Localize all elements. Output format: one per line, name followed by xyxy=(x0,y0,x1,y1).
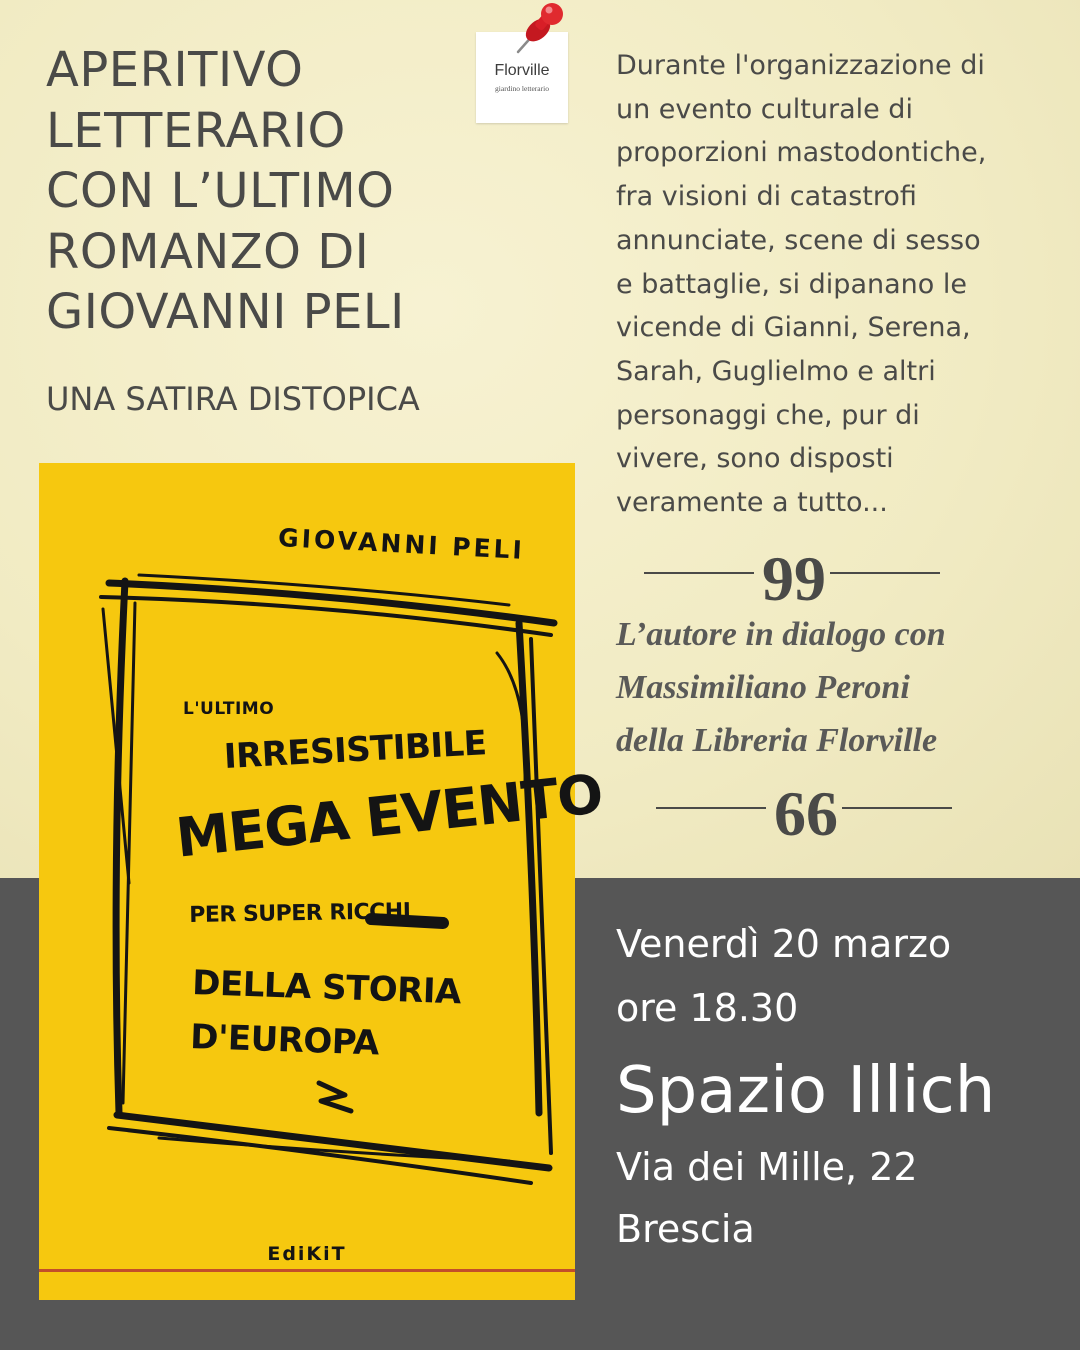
pushpin-icon xyxy=(508,0,570,62)
book-cover xyxy=(39,463,606,1300)
event-date: Venerdì 20 marzo xyxy=(616,922,952,966)
headline-line: ROMANZO DI xyxy=(46,223,370,280)
description-line: vicende di Gianni, Serena, xyxy=(616,312,971,344)
headline-line: GIOVANNI PELI xyxy=(46,284,405,340)
description-line: Durante l'organizzazione di xyxy=(616,50,985,81)
description-line: veramente a tutto... xyxy=(616,487,888,519)
event-city: Brescia xyxy=(616,1207,755,1251)
event-address: Via dei Mille, 22 xyxy=(616,1145,918,1189)
cover-title-line: MEGA EVENTO xyxy=(173,762,606,870)
divider-line xyxy=(830,572,940,574)
description-line: annunciate, scene di sesso xyxy=(616,224,981,256)
description-line: fra visioni di catastrofi xyxy=(616,181,917,213)
cover-title-line: DELLA STORIA xyxy=(191,963,462,1013)
event-details xyxy=(616,912,995,1260)
headline-line: LETTERARIO xyxy=(46,102,346,159)
quote-text xyxy=(616,608,1046,767)
quote-divider-top xyxy=(644,543,940,614)
divider-line xyxy=(842,807,952,809)
quote-divider-bottom xyxy=(656,778,952,849)
scribble-frame xyxy=(39,463,575,1300)
event-time: ore 18.30 xyxy=(616,986,799,1030)
description-line: vivere, sono disposti xyxy=(616,443,894,475)
quote-line: della Libreria Florville xyxy=(616,722,938,759)
cover-title-line: IRRESISTIBILE xyxy=(223,723,488,777)
description-line: proporzioni mastodontiche, xyxy=(616,137,987,169)
divider-line xyxy=(644,572,754,574)
quote-open-icon: 99 xyxy=(762,543,826,614)
event-venue: Spazio Illich xyxy=(616,1054,996,1128)
description-line: Sarah, Guglielmo e altri xyxy=(616,355,936,387)
description-line: e battaglie, si dipanano le xyxy=(616,268,967,300)
quote-line: Massimiliano Peroni xyxy=(616,669,910,706)
headline-line: CON L’ULTIMO xyxy=(46,163,395,219)
divider-line xyxy=(656,807,766,809)
subtitle: UNA SATIRA DISTOPICA xyxy=(46,380,420,418)
cover-bottom-rule xyxy=(39,1269,575,1272)
cover-title-line: PER SUPER RICCHI xyxy=(189,899,411,928)
cover-publisher: EdiKiT xyxy=(267,1243,347,1265)
description-line: un evento culturale di xyxy=(616,93,913,125)
quote-close-icon: 66 xyxy=(774,778,838,849)
cover-title-line: D'EUROPA xyxy=(189,1017,380,1064)
headline-line: APERITIVO xyxy=(46,42,304,98)
cover-author: GIOVANNI PELI xyxy=(277,523,526,565)
description-line: personaggi che, pur di xyxy=(616,399,920,431)
book-description xyxy=(616,44,1056,525)
logo-tagline: giardino letterario xyxy=(495,84,549,93)
quote-line: L’autore in dialogo con xyxy=(616,616,946,653)
logo-name: Florville xyxy=(494,62,550,79)
headline xyxy=(46,40,466,343)
cover-title-line: L'ULTIMO xyxy=(183,699,275,719)
